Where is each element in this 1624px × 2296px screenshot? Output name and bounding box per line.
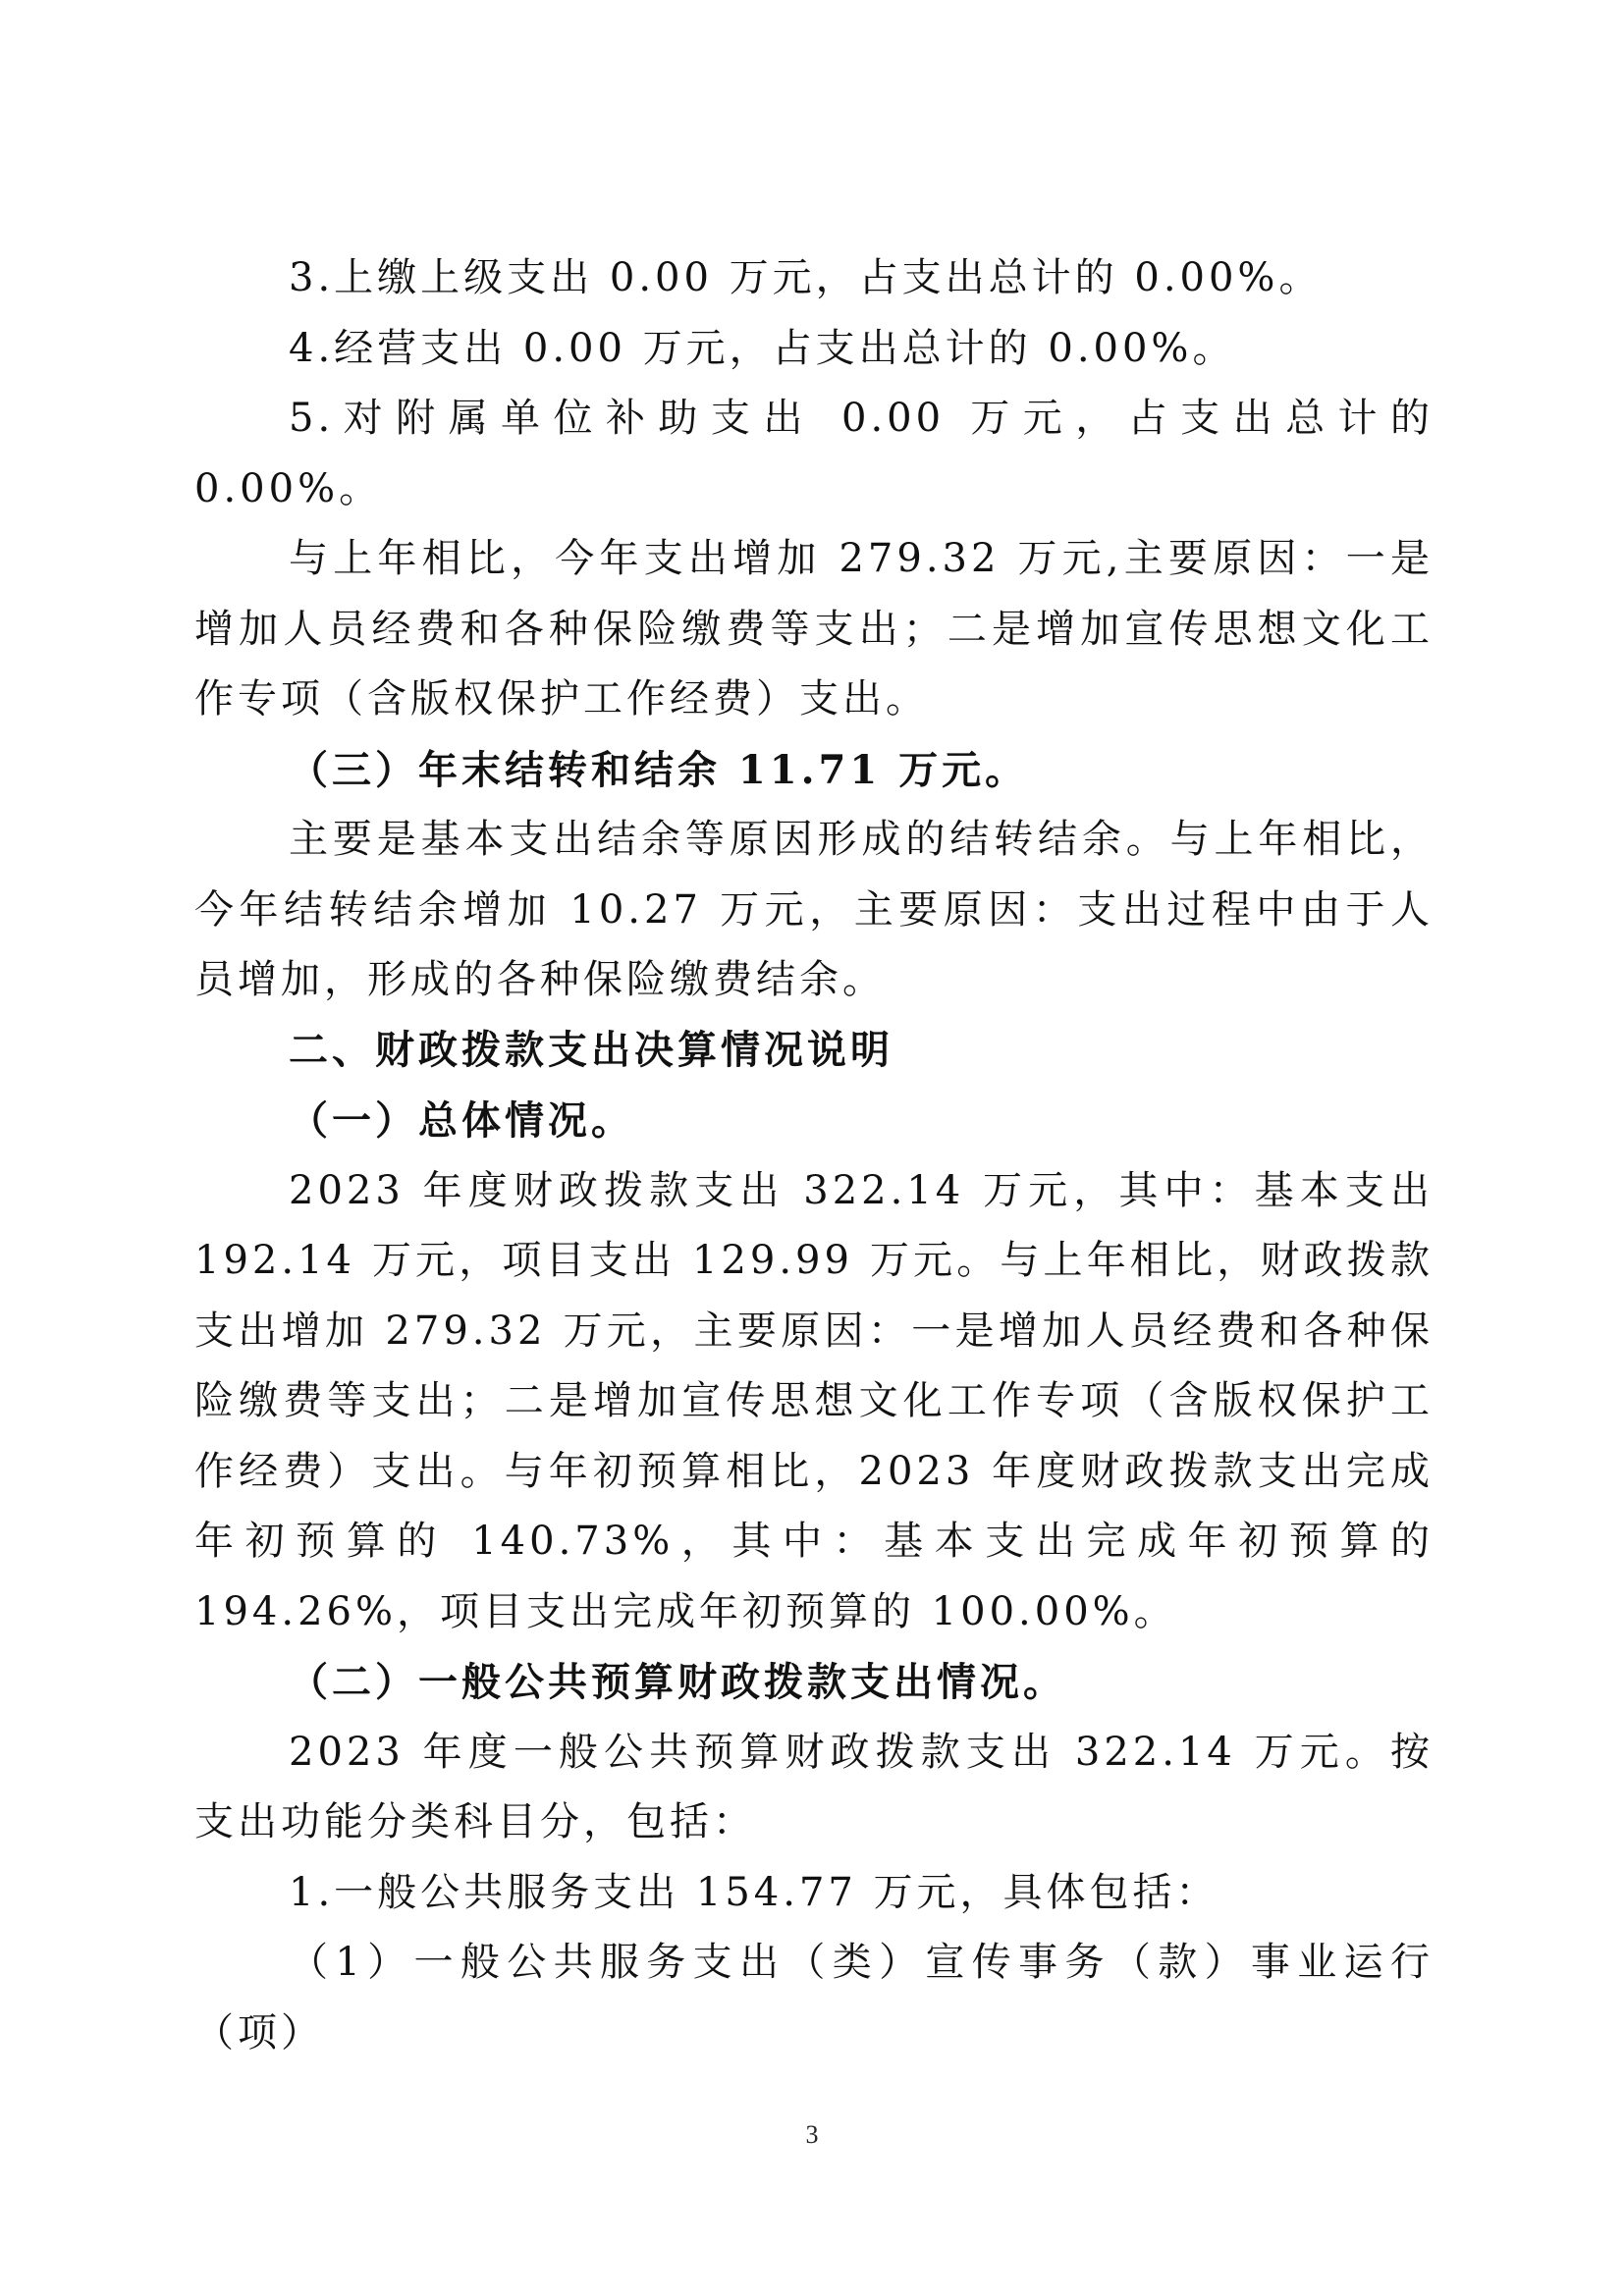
chapter-heading-fiscal-expenditure: 二、财政拨款支出决算情况说明 bbox=[289, 1027, 893, 1073]
section-heading-year-end-balance: （三）年末结转和结余 11.71 万元。 bbox=[289, 746, 1029, 793]
paragraph-expenditure-comparison: 与上年相比，今年支出增加 279.32 万元,主要原因：一是增加人员经费和各种保险缴费等支出；二是增加宣传思想文化工作专项（含版权保护工作经费）支出。 bbox=[194, 536, 1434, 721]
paragraph-item-4-operating: 4.经营支出 0.00 万元，占支出总计的 0.00%。 bbox=[289, 325, 1236, 371]
paragraph-item-1-public-services: 1.一般公共服务支出 154.77 万元，具体包括： bbox=[289, 1869, 1219, 1915]
paragraph-general-public-budget: 2023 年度一般公共预算财政拨款支出 322.14 万元。按支出功能分类科目分，包括： bbox=[194, 1729, 1434, 1844]
section-heading-general-public-budget: （二）一般公共预算财政拨款支出情况。 bbox=[289, 1659, 1066, 1705]
page-number: 3 bbox=[805, 2120, 819, 2149]
paragraph-subitem-1: （1）一般公共服务支出（类）宣传事务（款）事业运行（项） bbox=[194, 1940, 1434, 2056]
paragraph-balance-explanation: 主要是基本支出结余等原因形成的结转结余。与上年相比，今年结转结余增加 10.27 万元，主要原因：支出过程中由于人员增加，形成的各种保险缴费结余。 bbox=[194, 817, 1434, 1002]
paragraph-overall-explanation: 2023 年度财政拨款支出 322.14 万元，其中：基本支出 192.14 万元，项目支出 129.99 万元。与上年相比，财政拨款支出增加 279.32 万元，主要原因：一是增加人员经费和各种保险缴费等支出；二是增加宣传思想文化工作专项（含版权保护工作经费）支出。与年初预算相比，2023 年度财政拨款支出完成年初预算的 140.73%，其中：基本支出完成年初预算的 194.26%，项目支出完成年初预算的 100.00%。 bbox=[194, 1167, 1434, 1634]
paragraph-item-3-remittance: 3.上缴上级支出 0.00 万元，占支出总计的 0.00%。 bbox=[289, 255, 1323, 300]
document-body bbox=[194, 243, 1434, 2068]
section-heading-overall: （一）总体情况。 bbox=[289, 1097, 634, 1144]
paragraph-item-5-subsidy: 5.对附属单位补助支出 0.00 万元，占支出总计的 0.00%。 bbox=[194, 396, 1434, 511]
